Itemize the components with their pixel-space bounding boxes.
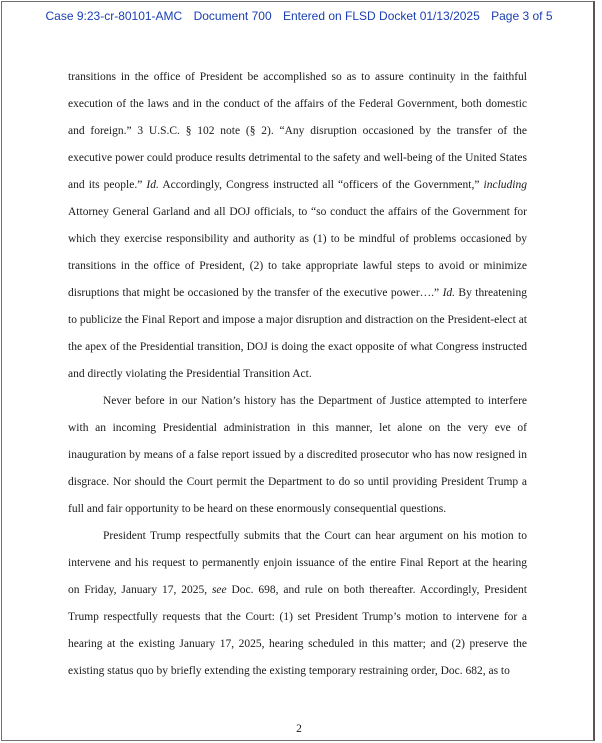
docket-entry-date: Entered on FLSD Docket 01/13/2025 xyxy=(282,9,480,23)
italic-citation: see xyxy=(211,584,227,596)
italic-citation: including xyxy=(483,179,527,191)
paragraph-respectfully-submits xyxy=(68,523,527,685)
case-number: Case 9:23-cr-80101-AMC xyxy=(45,9,183,23)
text-segment: By threatening to publicize the Final Report and impose a major disruption and distraction on the President-elect at the apex of the Presidential transition, DOJ is doing the exact opposite of what Congress instructed and directly violating the Presidential Transition Act. xyxy=(68,287,527,380)
body-text xyxy=(68,64,527,685)
italic-citation: Id. xyxy=(442,287,456,299)
text-segment: Never before in our Nation’s history has the Department of Justice attempted to interfere with an incoming Presidential administration in this manner, let alone on the very eve of inauguration by means of a false report issued by a discredited prosecutor who has now resigned in disgrace. Nor should the Court permit the Department to do so until providing President Trump a full and fair opportunity to be heard on these enormously consequential questions. xyxy=(68,395,527,515)
document-page xyxy=(1,1,595,741)
document-number: Document 700 xyxy=(193,9,272,23)
ecf-header xyxy=(2,9,596,23)
page-number: 2 xyxy=(296,723,302,735)
text-segment: Attorney General Garland and all DOJ officials, to “so conduct the affairs of the Government for which they exercise responsibility and authority as (1) to be mindful of problems occasioned by transitions in the office of President, (2) to take appropriate lawful steps to avoid or minimize disruptions that might be occasioned by the transfer of the executive power….” xyxy=(68,206,527,299)
paragraph-never-before xyxy=(68,388,527,523)
text-segment: Accordingly, Congress instructed all “officers of the Government,” xyxy=(158,179,484,191)
page-count: Page 3 of 5 xyxy=(491,9,553,23)
text-segment: Doc. 698, and rule on both thereafter. Accordingly, President Trump respectfully requests that the Court: (1) set President Trump’s motion to intervene for a hearing at the existing January 17, 2025, hearing scheduled in this matter; and (2) preserve the existing status quo by briefly extending the existing temporary restraining order, Doc. 682, as to xyxy=(68,584,527,677)
italic-citation: Id. xyxy=(146,179,159,191)
paragraph-continuation xyxy=(68,64,527,388)
text-segment: transitions in the office of President be accomplished so as to assure continuity in the faithful execution of the laws and in the conduct of the affairs of the Federal Government, both domestic and foreign.” 3 U.S.C. § 102 note (§ 2). “Any disruption occasioned by the transfer of the executive power could produce results detrimental to the safety and well-being of the United States and its people.” xyxy=(68,71,527,191)
text-segment: President Trump respectfully submits that the Court can hear argument on his motion to intervene and his request to permanently enjoin issuance of the entire Final Report at the hearing on Friday, January 17, 2025, xyxy=(68,530,527,596)
